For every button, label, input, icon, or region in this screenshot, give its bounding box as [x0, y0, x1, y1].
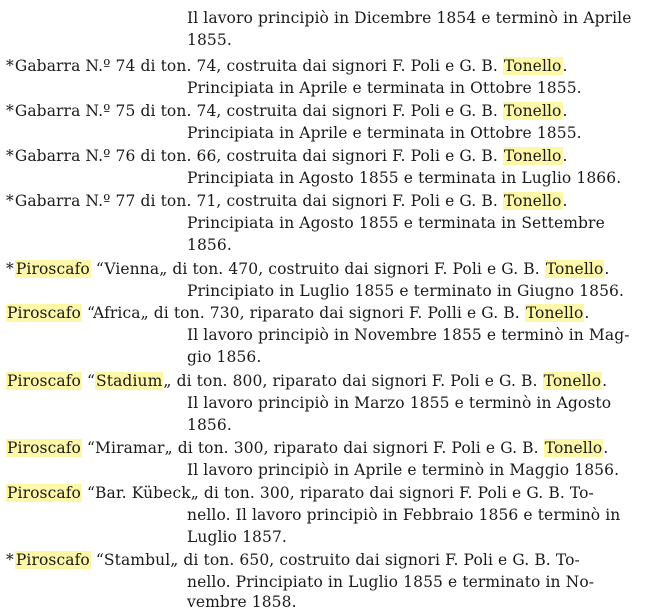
entry-6-line-2-text: Il lavoro principiò in Novembre 1855 e terminò in Mag- — [187, 326, 630, 344]
highlight-piroscafo: Piroscafo — [7, 484, 81, 502]
highlight-piroscafo: Piroscafo — [7, 439, 81, 457]
entry-8-first-line — [6, 437, 608, 459]
entry-6-lead: “Africa„ di ton. 730, riparato dai signori F. Polli e G. B. — [87, 304, 520, 322]
entry-5-first-line — [6, 258, 609, 280]
entry-9-line-3-text: Luglio 1857. — [187, 528, 287, 546]
highlight-tonello: Tonello — [503, 192, 562, 210]
asterisk-mark: * — [6, 192, 14, 210]
entry-6-line-3-text: gio 1856. — [187, 348, 262, 366]
asterisk-mark: * — [6, 102, 14, 120]
entry-9-lead: “Bar. Kübeck„ di ton. 300, riparato dai signori F. Poli e G. B. To- — [87, 484, 594, 502]
entry-4-line-3 — [187, 234, 232, 256]
entry-5-period: . — [604, 260, 610, 278]
entry-3-line-2 — [187, 167, 621, 189]
entry-2-first-line — [6, 100, 568, 122]
entry-7-line-3 — [187, 414, 232, 436]
asterisk-mark: * — [6, 551, 14, 569]
entry-3-period: . — [562, 147, 568, 165]
entry-8-period: . — [603, 439, 609, 457]
entry-7-lead: di ton. 800, riparato dai signori F. Poli e G. B. — [176, 372, 538, 390]
entry-10-line-3 — [187, 591, 297, 613]
entry-8-line-2 — [187, 459, 619, 481]
entry-6-line-2 — [187, 324, 630, 346]
entry-10-line-2 — [187, 571, 594, 593]
entry-2-line-2 — [187, 122, 582, 144]
highlight-stadium: Stadium — [96, 372, 163, 390]
entry-5-lead: “Vienna„ di ton. 470, costruito dai signori F. Poli e G. B. — [95, 260, 540, 278]
highlight-tonello: Tonello — [503, 57, 562, 75]
entry-6-line-3 — [187, 346, 261, 368]
entry-4-period: . — [562, 192, 568, 210]
highlight-tonello: Tonello — [545, 260, 604, 278]
asterisk-mark: * — [6, 57, 14, 75]
entry-7-quote-close: „ — [163, 372, 172, 390]
entry-0-line-1 — [187, 7, 632, 29]
entry-5-line-2-text: Principiato in Luglio 1855 e terminato in Giugno 1856. — [187, 282, 625, 300]
entry-0-line-2 — [187, 29, 232, 51]
entry-1-line-2 — [187, 77, 582, 99]
entry-7-quote-open: “ — [87, 372, 96, 390]
entry-4-line-2-text: Principiata in Agosto 1855 e terminata in Settembre — [187, 214, 605, 232]
entry-5-line-2 — [187, 280, 624, 302]
entry-8-lead: “Miramar„ di ton. 300, riparato dai signori F. Poli e G. B. — [87, 439, 539, 457]
asterisk-mark: * — [6, 260, 14, 278]
entry-9-line-3 — [187, 526, 287, 548]
entry-9-line-2 — [187, 504, 620, 526]
entry-10-lead: “Stambul„ di ton. 650, costruito dai signori F. Poli e G. B. To- — [95, 551, 580, 569]
entry-7-line-3-text: 1856. — [187, 416, 232, 434]
entry-0-line-2-text: 1855. — [187, 31, 232, 49]
highlight-piroscafo: Piroscafo — [7, 304, 81, 322]
entry-7-line-2-text: Il lavoro principiò in Marzo 1855 e terminò in Agosto — [187, 394, 612, 412]
highlight-tonello: Tonello — [525, 304, 584, 322]
entry-9-first-line — [6, 482, 594, 504]
entry-2-period: . — [562, 102, 568, 120]
entry-7-first-line — [6, 370, 607, 392]
asterisk-mark: * — [6, 147, 14, 165]
highlight-tonello: Tonello — [503, 147, 562, 165]
entry-2-line-2-text: Principiata in Aprile e terminata in Ottobre 1855. — [187, 124, 582, 142]
entry-1-first-line — [6, 55, 568, 77]
entry-9-line-2-text: nello. Il lavoro principiò in Febbraio 1856 e terminò in — [187, 506, 621, 524]
entry-4-lead: Gabarra N.º 77 di ton. 71, costruita dai signori F. Poli e G. B. — [14, 192, 498, 210]
highlight-tonello: Tonello — [543, 372, 602, 390]
entry-3-lead: Gabarra N.º 76 di ton. 66, costruita dai signori F. Poli e G. B. — [14, 147, 498, 165]
entry-10-line-3-text: vembre 1858. — [187, 593, 297, 611]
entry-2-lead: Gabarra N.º 75 di ton. 74, costruita dai signori F. Poli e G. B. — [14, 102, 498, 120]
highlight-piroscafo: Piroscafo — [15, 260, 90, 278]
entry-3-first-line — [6, 145, 568, 167]
highlight-piroscafo: Piroscafo — [15, 551, 90, 569]
entry-7-period: . — [602, 372, 608, 390]
entry-10-line-2-text: nello. Principiato in Luglio 1855 e terminato in No- — [187, 573, 595, 591]
entry-6-period: . — [584, 304, 590, 322]
entry-6-first-line — [6, 302, 589, 324]
entry-10-first-line — [6, 549, 580, 571]
entry-1-line-2-text: Principiata in Aprile e terminata in Ottobre 1855. — [187, 79, 582, 97]
entry-8-line-2-text: Il lavoro principiò in Aprile e terminò in Maggio 1856. — [187, 461, 620, 479]
entry-1-period: . — [562, 57, 568, 75]
entry-4-first-line — [6, 190, 568, 212]
highlight-tonello: Tonello — [544, 439, 603, 457]
entry-4-line-3-text: 1856. — [187, 236, 232, 254]
highlight-tonello: Tonello — [503, 102, 562, 120]
entry-7-line-2 — [187, 392, 611, 414]
entry-3-line-2-text: Principiata in Agosto 1855 e terminata in Luglio 1866. — [187, 169, 622, 187]
entry-0-line-1-text: Il lavoro principiò in Dicembre 1854 e terminò in Aprile — [187, 9, 632, 27]
highlight-piroscafo: Piroscafo — [7, 372, 81, 390]
entry-1-lead: Gabarra N.º 74 di ton. 74, costruita dai signori F. Poli e G. B. — [14, 57, 498, 75]
entry-4-line-2 — [187, 212, 605, 234]
